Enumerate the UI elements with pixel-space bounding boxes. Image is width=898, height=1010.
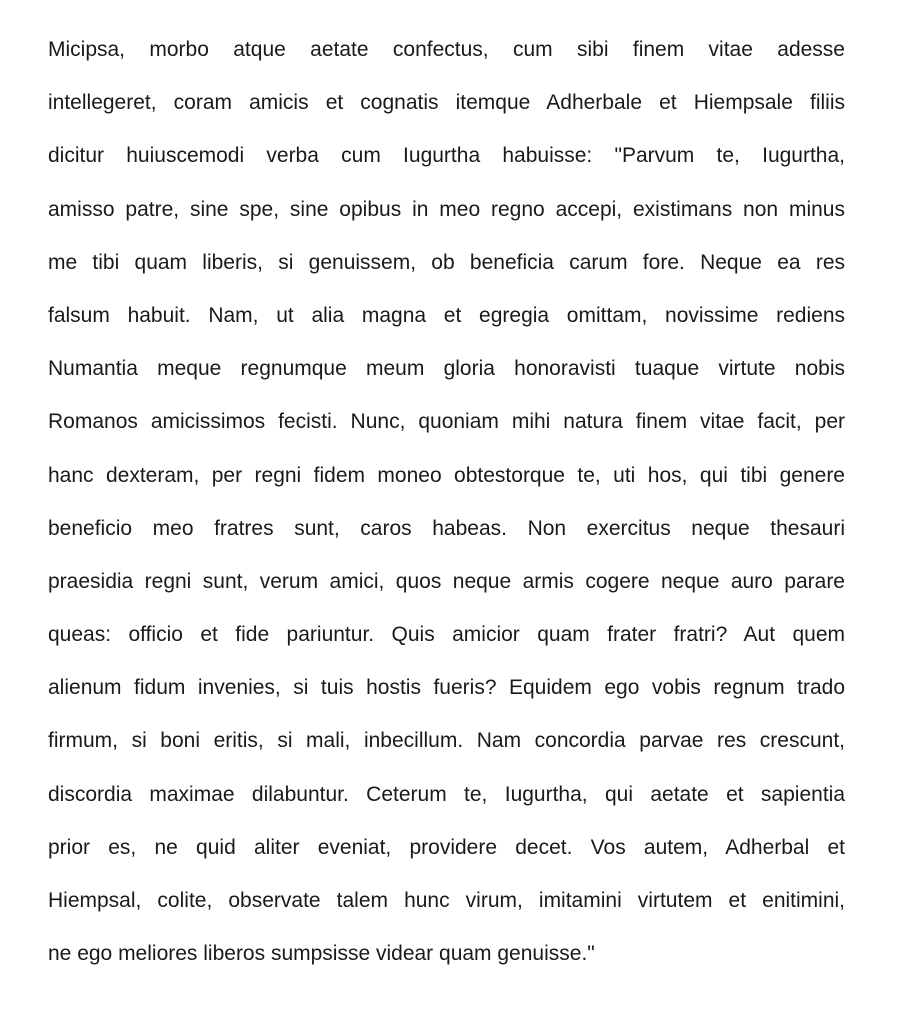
- text-line-1: Micipsa, morbo atque aetate confectus, cum sibi finem vitae adesse: [48, 38, 845, 61]
- text-line-12: queas: officio et fide pariuntur. Quis amicior quam frater fratri? Aut quem: [48, 623, 845, 647]
- document-body: [48, 34, 845, 991]
- text-line-11: praesidia regni sunt, verum amici, quos neque armis cogere neque auro parare: [48, 569, 845, 593]
- text-line-10: beneficio meo fratres sunt, caros habeas. Non exercitus neque thesauri: [48, 516, 845, 540]
- text-line-14: firmum, si boni eritis, si mali, inbecillum. Nam concordia parvae res crescunt,: [48, 729, 845, 753]
- text-line-15: discordia maximae dilabuntur. Ceterum te, Iugurtha, qui aetate et sapientia: [48, 782, 845, 806]
- text-line-5: me tibi quam liberis, si genuissem, ob beneficia carum fore. Neque ea res: [48, 250, 845, 274]
- text-line-9: hanc dexteram, per regni fidem moneo obtestorque te, uti hos, qui tibi genere: [48, 463, 845, 487]
- text-line-2: intellegeret, coram amicis et cognatis itemque Adherbale et Hiempsale filiis: [48, 91, 845, 115]
- text-line-17: Hiempsal, colite, observate talem hunc virum, imitamini virtutem et enitimini,: [48, 889, 845, 912]
- text-line-16: prior es, ne quid aliter eveniat, providere decet. Vos autem, Adherbal et: [48, 835, 845, 859]
- text-line-13: alienum fidum invenies, si tuis hostis fueris? Equidem ego vobis regnum trado: [48, 676, 845, 700]
- text-line-18: ne ego meliores liberos sumpsisse videar quam genuisse.": [48, 942, 595, 966]
- text-line-3: dicitur huiuscemodi verba cum Iugurtha habuisse: "Parvum te, Iugurtha,: [48, 144, 845, 168]
- text-line-8: Romanos amicissimos fecisti. Nunc, quoniam mihi natura finem vitae facit, per: [48, 410, 845, 434]
- text-line-6: falsum habuit. Nam, ut alia magna et egregia omittam, novissime rediens: [48, 303, 845, 327]
- text-line-4: amisso patre, sine spe, sine opibus in meo regno accepi, existimans non minus: [48, 197, 845, 221]
- paragraph: [48, 34, 845, 991]
- text-line-7: Numantia meque regnumque meum gloria honoravisti tuaque virtute nobis: [48, 357, 845, 381]
